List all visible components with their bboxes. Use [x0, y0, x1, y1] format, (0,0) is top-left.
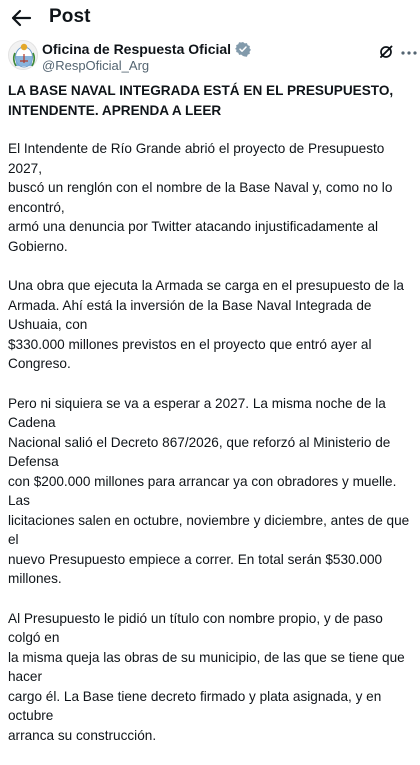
post-headline [8, 81, 416, 120]
post-header [0, 0, 420, 36]
grok-icon[interactable] [378, 44, 394, 60]
page-title: Post [49, 6, 91, 27]
post-paragraph-4 [8, 609, 416, 746]
text-line: arranca su construcción. [8, 727, 157, 743]
text-line: buscó un renglón con el nombre de la Base Naval y, como no lo encontró, [8, 180, 393, 215]
post-body [8, 81, 416, 765]
post-paragraph-1 [8, 139, 416, 256]
text-line: la misma queja las obras de su municipio, de las que se tiene que hacer [8, 649, 405, 684]
headline-line: LA BASE NAVAL INTEGRADA ESTÁ EN EL PRESUPUESTO, [8, 83, 394, 98]
text-line: armó una denuncia por Twitter atacando injustificadamente al Gobierno. [8, 219, 379, 254]
back-arrow-icon[interactable] [10, 8, 32, 28]
text-line: Armada. Ahí está la inversión de la Base Naval Integrada de Ushuaia, con [8, 297, 372, 332]
text-line: $330.000 millones previstos en el proyecto que entró ayer al Congreso. [8, 336, 372, 371]
text-line: Pero ni siquiera se va a esperar a 2027. La misma noche de la Cadena [8, 395, 386, 430]
post-paragraph-2 [8, 276, 416, 374]
post-paragraph-3 [8, 394, 416, 589]
avatar[interactable] [8, 40, 38, 70]
text-line: licitaciones salen en octubre, noviembre y diciembre, antes de que el [8, 512, 410, 547]
author-handle[interactable]: @RespOficial_Arg [42, 58, 150, 73]
verified-badge-icon [235, 41, 251, 57]
text-line: nuevo Presupuesto empiece a correr. En total serán $530.000 millones. [8, 551, 383, 586]
text-line: cargo él. La Base tiene decreto firmado y plata asignada, y en octubre [8, 688, 382, 723]
text-line: con $200.000 millones para arrancar ya con obradores y muelle. Las [8, 473, 397, 508]
more-icon[interactable] [401, 50, 417, 56]
author-name-text: Oficina de Respuesta Oficial [42, 41, 232, 57]
post-author [8, 40, 412, 76]
text-line: Una obra que ejecuta la Armada se carga en el presupuesto de la [8, 278, 404, 293]
text-line: Nacional salió el Decreto 867/2026, que reforzó al Ministerio de Defensa [8, 434, 391, 469]
text-line: Al Presupuesto le pidió un título con nombre propio, y de paso colgó en [8, 610, 383, 645]
text-line: El Intendente de Río Grande abrió el proyecto de Presupuesto 2027, [8, 141, 385, 176]
headline-line: INTENDENTE. APRENDA A LEER [8, 102, 222, 118]
author-name[interactable] [42, 41, 251, 57]
